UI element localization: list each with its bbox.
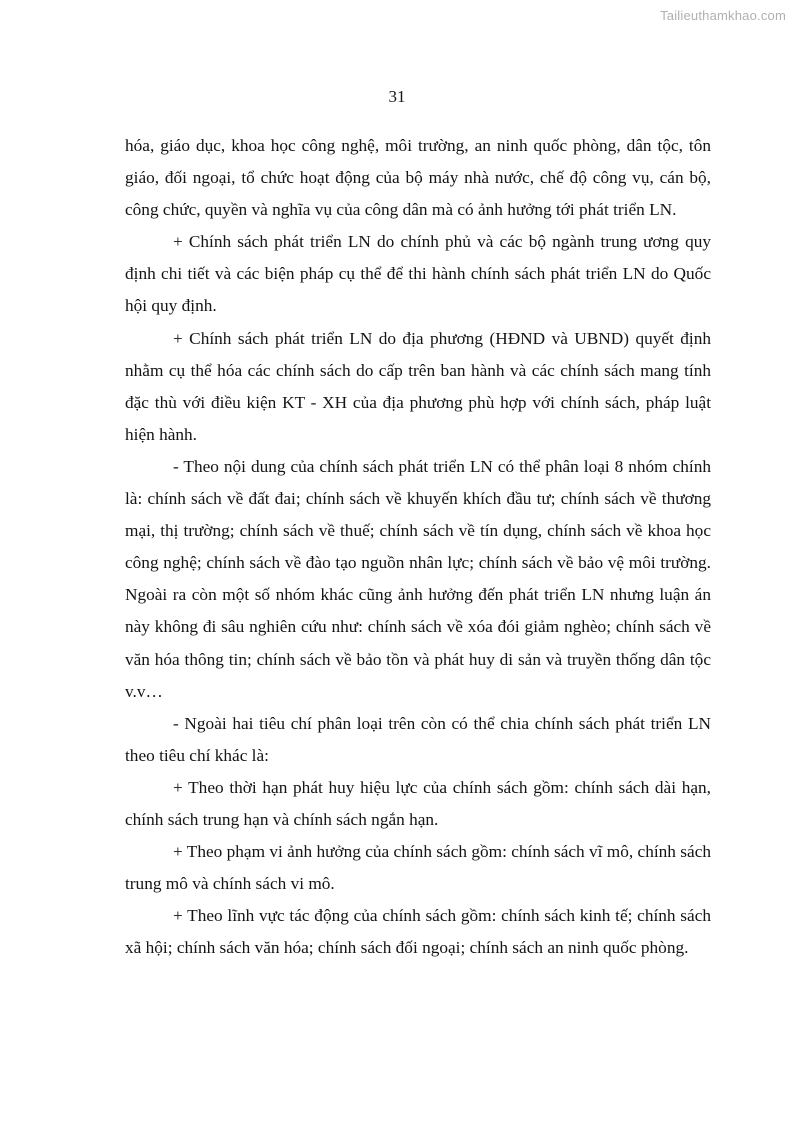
watermark: Tailieuthamkhao.com	[660, 8, 786, 23]
paragraph-content-groups: - Theo nội dung của chính sách phát triển LN có thể phân loại 8 nhóm chính là: chính sách về đất đai; chính sách về khuyến khích đầu tư; chính sách về thương mại, thị trường; chính sách về thuế; chính sách về tín dụng, chính sách về khoa học công nghệ; chính sách về đào tạo nguồn nhân lực; chính sách về bảo vệ môi trường. Ngoài ra còn một số nhóm khác cũng ảnh hưởng đến phát triển LN nhưng luận án này không đi sâu nghiên cứu như: chính sách về xóa đói giảm nghèo; chính sách về văn hóa thông tin; chính sách về bảo tồn và phát huy di sản và truyền thống dân tộc v.v…	[125, 456, 711, 701]
paragraph-other-criteria: - Ngoài hai tiêu chí phân loại trên còn có thể chia chính sách phát triển LN theo tiêu chí khác là:	[125, 713, 711, 765]
paragraph-local-policy: + Chính sách phát triển LN do địa phương (HĐND và UBND) quyết định nhằm cụ thể hóa các chính sách do cấp trên ban hành và các chính sách mang tính đặc thù với điều kiện KT - XH của địa phương phù hợp với chính sách, pháp luật hiện hành.	[125, 328, 711, 444]
paragraph-central-policy: + Chính sách phát triển LN do chính phủ và các bộ ngành trung ương quy định chi tiết và các biện pháp cụ thể để thi hành chính sách phát triển LN do Quốc hội quy định.	[125, 232, 711, 316]
paragraph-by-scope: + Theo phạm vi ảnh hưởng của chính sách gồm: chính sách vĩ mô, chính sách trung mô và chính sách vi mô.	[125, 842, 711, 894]
page-number: 31	[388, 87, 406, 106]
paragraph-by-field: + Theo lĩnh vực tác động của chính sách gồm: chính sách kinh tế; chính sách xã hội; chính sách văn hóa; chính sách đối ngoại; chính sách an ninh quốc phòng.	[125, 906, 711, 958]
paragraph-continuation: hóa, giáo dục, khoa học công nghệ, môi trường, an ninh quốc phòng, dân tộc, tôn giáo, đối ngoại, tổ chức hoạt động của bộ máy nhà nước, chế độ công vụ, cán bộ, công chức, quyền và nghĩa vụ của công dân mà có ảnh hưởng tới phát triển LN.	[125, 136, 711, 220]
document-body	[125, 130, 711, 964]
paragraph-by-duration: + Theo thời hạn phát huy hiệu lực của chính sách gồm: chính sách dài hạn, chính sách trung hạn và chính sách ngắn hạn.	[125, 777, 711, 829]
